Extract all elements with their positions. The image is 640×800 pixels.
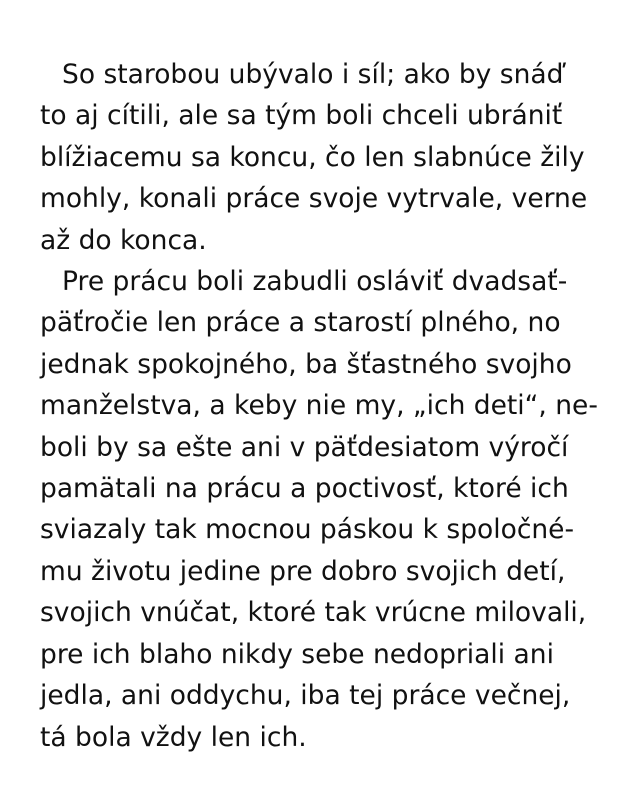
text-line: sviazaly tak mocnou páskou k spoločné-: [40, 514, 575, 546]
text-line: So starobou ubývalo i síl; ako by snáď: [62, 59, 564, 90]
text-line: tá bola vždy len ich.: [40, 721, 307, 753]
text-line: svojich vnúčat, ktoré tak vrúcne milovali,: [40, 597, 587, 629]
text-line: to aj cítili, ale sa tým boli chceli ubrániť: [40, 100, 563, 132]
text-line: pre ich blaho nikdy sebe nedopriali ani: [40, 638, 554, 670]
paragraph-2: [40, 261, 600, 758]
text-line: mohly, konali práce svoje vytrvale, verne: [40, 183, 588, 215]
text-line: blížiacemu sa koncu, čo len slabnúce žily: [40, 141, 585, 173]
text-line: jednak spokojného, ba šťastného svojho: [40, 348, 572, 380]
text-line: až do konca.: [40, 224, 207, 256]
text-line: päťročie len práce a starostí plného, no: [40, 307, 561, 339]
text-line: pamätali na prácu a poctivosť, ktoré ich: [40, 473, 569, 505]
text-line: boli by sa ešte ani v päťdesiatom výročí: [40, 431, 569, 463]
paragraph-1: [40, 54, 600, 261]
text-line: Pre prácu boli zabudli osláviť dvadsať-: [62, 266, 568, 298]
text-line: mu životu jedine pre dobro svojich detí,: [40, 555, 566, 587]
text-line: jedla, ani oddychu, iba tej práce večnej,: [40, 680, 571, 712]
text-line: manželstva, a keby nie my, „ich deti“, ne-: [40, 390, 598, 422]
